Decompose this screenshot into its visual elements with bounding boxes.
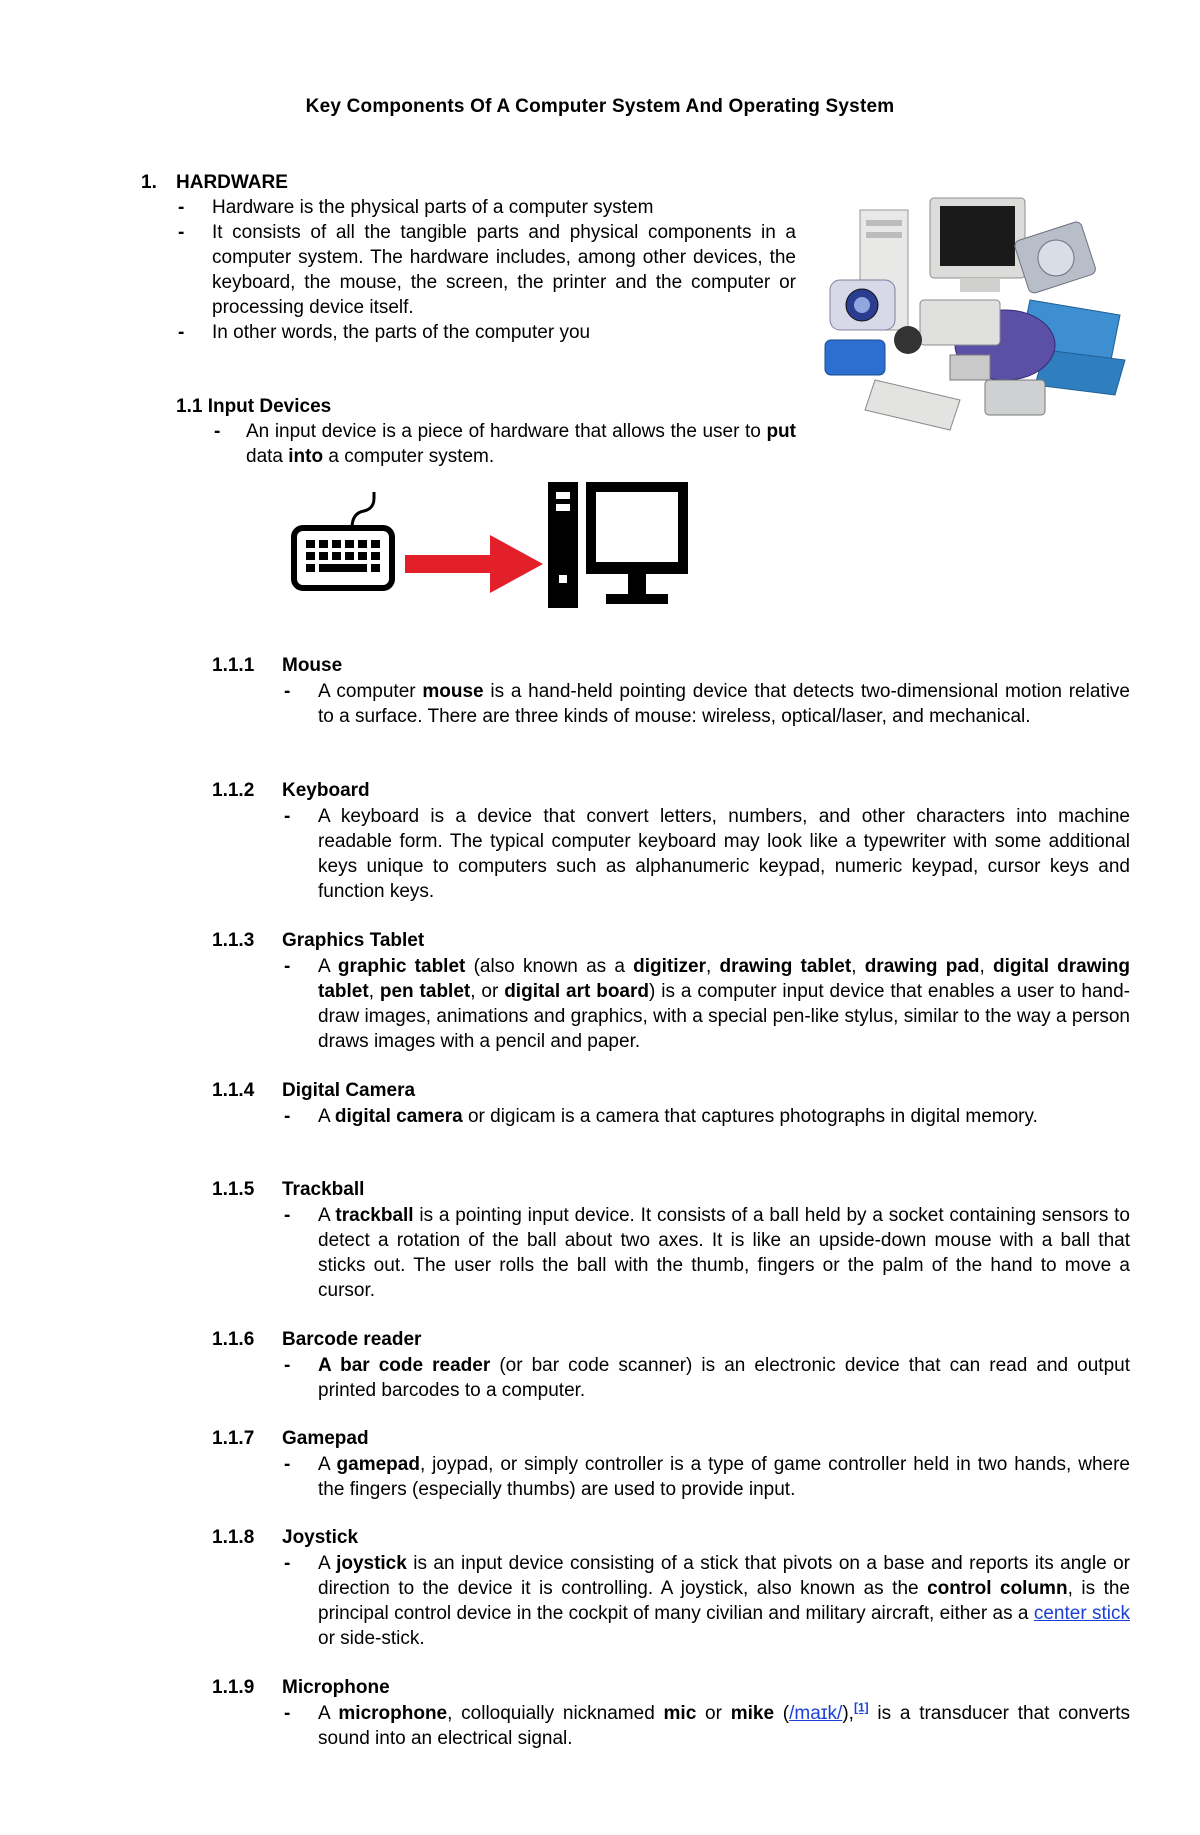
section-heading-trackball: Trackball: [282, 1179, 365, 1200]
section-number: 1.1.2: [212, 780, 255, 801]
graphics-tablet-text: A graphic tablet (also known as a digitizer, drawing tablet, drawing pad, digital drawing tablet, pen tablet, or digital art board) is a computer input device that enables a user to hand-draw images, animations and graphics, with a special pen-like stylus, similar to the way a person draws images with a pencil and paper.: [318, 956, 1131, 1052]
barcode-reader-text: A bar code reader (or bar code scanner) is an electronic device that can read and output printed barcodes to a computer.: [318, 1355, 1130, 1401]
section-heading-joystick: Joystick: [282, 1527, 359, 1548]
bullet-dash: -: [178, 322, 185, 343]
keyboard-text: A keyboard is a device that convert letters, numbers, and other characters into machine readable form. The typical computer keyboard may look like a typewriter with some additional keys unique to computers such as alphanumeric keypad, numeric keypad, cursor keys and function keys.: [318, 806, 1130, 902]
section-heading-barcode-reader: Barcode reader: [282, 1329, 422, 1350]
bullet-dash: -: [284, 681, 291, 702]
computer-hardware-collage: [820, 190, 1130, 435]
pronunciation-link[interactable]: /maɪk/: [789, 1703, 843, 1724]
keyboard-icon: [290, 478, 410, 594]
bullet-dash: -: [284, 806, 291, 827]
digital-camera-text: A digital camera or digicam is a camera that captures photographs in digital memory.: [318, 1106, 1038, 1127]
section-heading-microphone: Microphone: [282, 1677, 390, 1698]
bullet-dash: -: [284, 1703, 291, 1724]
bullet-dash: -: [284, 1205, 291, 1226]
section-heading-graphics-tablet: Graphics Tablet: [282, 930, 425, 951]
bullet-dash: -: [284, 1355, 291, 1376]
arrow-right-icon: [405, 535, 545, 595]
section-number: 1.1.8: [212, 1527, 255, 1548]
section-heading-keyboard: Keyboard: [282, 780, 370, 801]
bullet-dash: -: [214, 421, 221, 442]
section-number: 1.1.5: [212, 1179, 255, 1200]
hardware-bullet-1: Hardware is the physical parts of a computer system: [212, 197, 654, 218]
bullet-dash: -: [284, 1454, 291, 1475]
center-stick-link[interactable]: center stick: [1033, 1603, 1131, 1624]
input-devices-heading: 1.1 Input Devices: [176, 396, 332, 417]
citation-link[interactable]: [1]: [853, 1700, 869, 1715]
microphone-text: A microphone, colloquially nicknamed mic or mike (/maɪk/),[1] is a transducer that converts sound into an electrical signal.: [318, 1700, 1131, 1749]
section-heading-mouse: Mouse: [282, 655, 343, 676]
section-number: 1.1.7: [212, 1428, 255, 1449]
section-number: 1.1.9: [212, 1677, 255, 1698]
section-number: 1.1.3: [212, 930, 255, 951]
bullet-dash: -: [178, 222, 185, 243]
desktop-computer-icon: [548, 480, 690, 610]
section-heading-digital-camera: Digital Camera: [282, 1080, 416, 1101]
joystick-text: A joystick is an input device consisting of a stick that pivots on a base and reports its angle or direction to the device it is controlling. A joystick, also known as the control column, is the principal control device in the cockpit of many civilian and military aircraft, either as a center stick or side-stick.: [318, 1553, 1131, 1649]
hardware-number: 1.: [141, 172, 157, 193]
section-number: 1.1.4: [212, 1080, 255, 1101]
gamepad-text: A gamepad, joypad, or simply controller is a type of game controller held in two hands, where the fingers (especially thumbs) are used to provide input.: [318, 1454, 1130, 1500]
input-devices-text: An input device is a piece of hardware that allows the user to put data into a computer system.: [246, 421, 796, 467]
bullet-dash: -: [284, 1553, 291, 1574]
bullet-dash: -: [178, 197, 185, 218]
section-heading-gamepad: Gamepad: [282, 1428, 369, 1449]
section-number: 1.1.6: [212, 1329, 255, 1350]
document-title: Key Components Of A Computer System And Operating System: [305, 96, 895, 117]
mouse-text: A computer mouse is a hand-held pointing device that detects two-dimensional motion relative to a surface. There are three kinds of mouse: wireless, optical/laser, and mechanical.: [318, 681, 1130, 727]
section-number: 1.1.1: [212, 655, 255, 676]
bullet-dash: -: [284, 1106, 291, 1127]
bullet-dash: -: [284, 956, 291, 977]
trackball-text: A trackball is a pointing input device. It consists of a ball held by a socket containing sensors to detect a rotation of the ball about two axes. It is like an upside-down mouse with a ball that sticks out. The user rolls the ball with the thumb, fingers or the palm of the hand to move a cursor.: [318, 1205, 1130, 1301]
hardware-bullet-3: In other words, the parts of the computer you: [212, 322, 591, 343]
hardware-heading: HARDWARE: [176, 172, 288, 193]
hardware-bullet-2: It consists of all the tangible parts and physical components in a computer system. The hardware includes, among other devices, the keyboard, the mouse, the screen, the printer and the computer or processing device itself.: [212, 222, 796, 318]
